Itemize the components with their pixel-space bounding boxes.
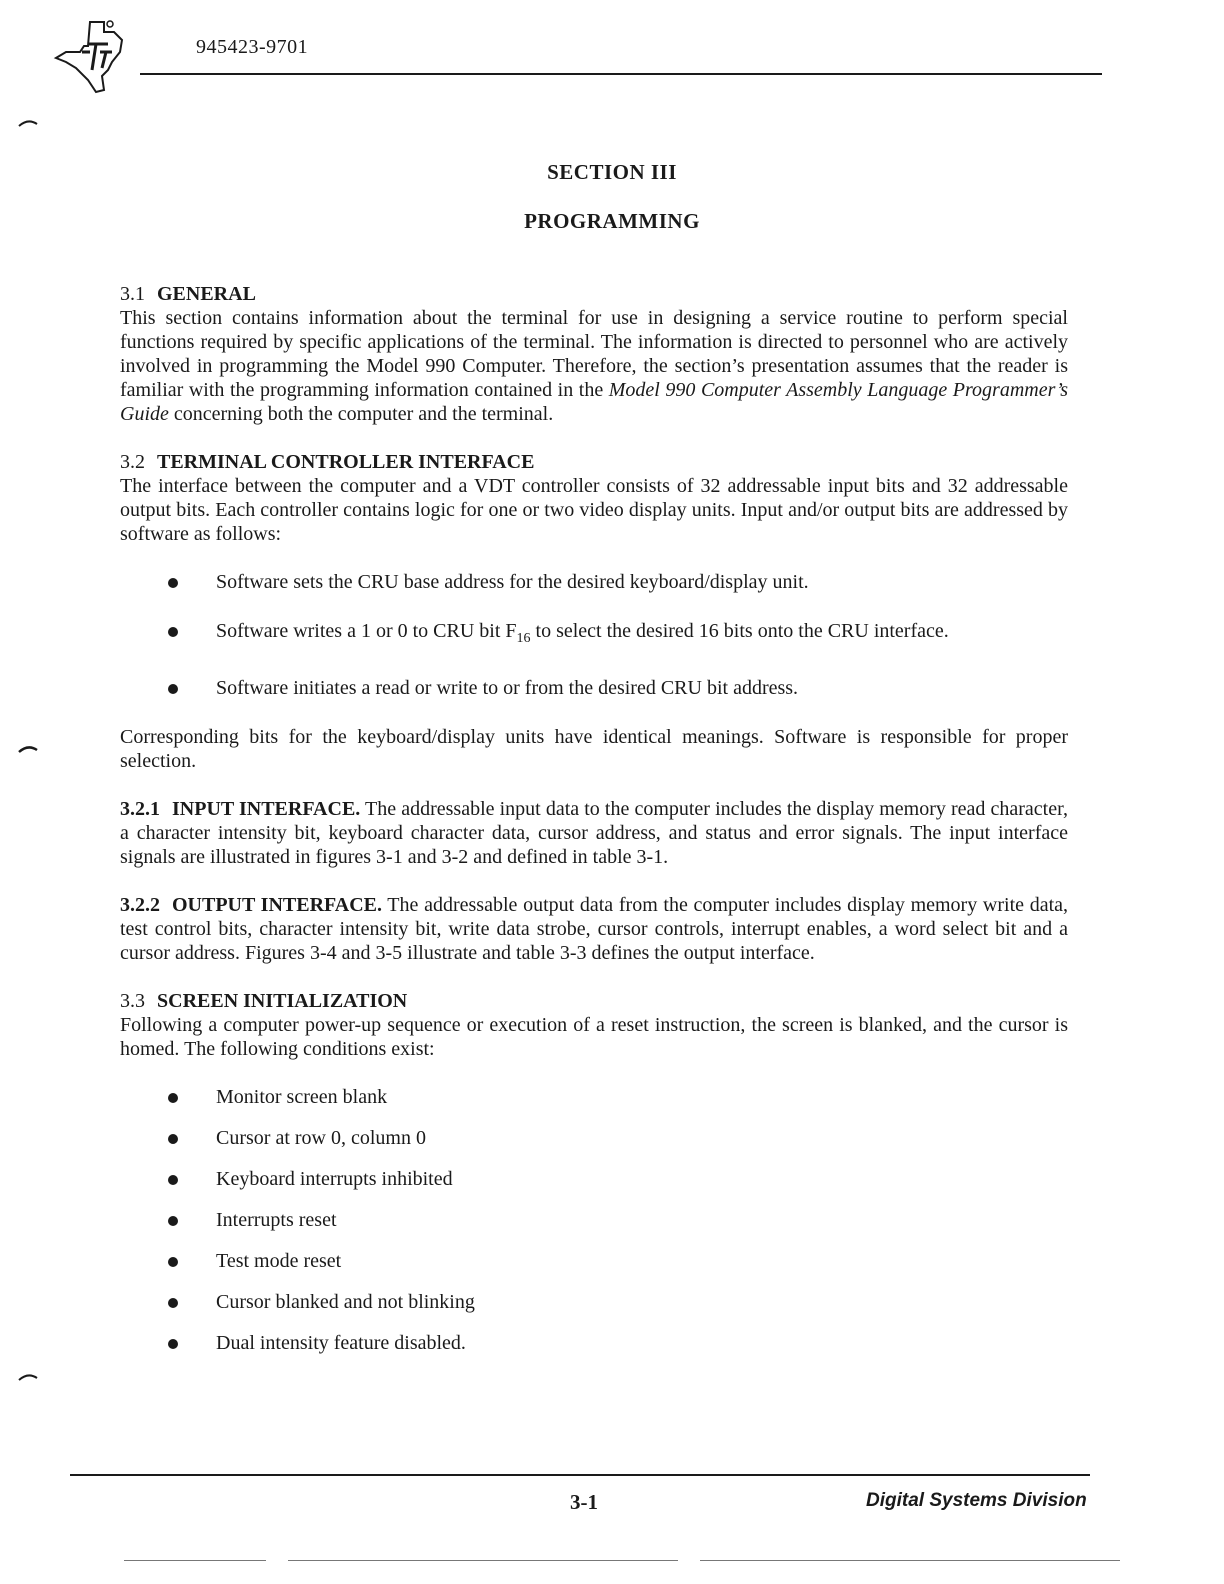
- list-item: Monitor screen blank: [120, 1085, 1068, 1109]
- list-item: Cursor at row 0, column 0: [120, 1126, 1068, 1150]
- paragraph-interface: The interface between the computer and a VDT controller consists of 32 addressable input bits and 32 addressable output bits. Each controller contains logic for one or two video display units. Input and/or output bits are addressed by software as follows:: [120, 475, 1068, 545]
- section-title: SECTION III: [547, 160, 677, 184]
- scan-edge-rule: [288, 1560, 678, 1561]
- bullet-icon: [168, 1339, 178, 1349]
- bullet-icon: [168, 1216, 178, 1226]
- initial-conditions-list: [120, 1085, 1068, 1355]
- list-item: Software sets the CRU base address for the desired keyboard/display unit.: [120, 570, 1068, 594]
- paragraph-corresponding-bits: Corresponding bits for the keyboard/display units have identical meanings. Software is responsible for proper selection.: [120, 726, 1068, 772]
- heading-3-3: 3.3 SCREEN INITIALIZATION: [120, 990, 408, 1012]
- paragraph-output-interface: 3.2.2 OUTPUT INTERFACE. The addressable output data from the computer includes display memory write data, test control bits, character intensity bit, write data strobe, cursor controls, interrupt enables, a word select bit and a cursor address. Figures 3-4 and 3-5 illustrate and table 3-3 defines the output interface.: [120, 894, 1068, 964]
- bullet-icon: [168, 1257, 178, 1267]
- list-item: Software writes a 1 or 0 to CRU bit $F_{16}$ to select the desired 16 bits onto the CRU interface.: [120, 619, 1068, 651]
- section-subtitle: PROGRAMMING: [524, 209, 700, 233]
- document-body: [120, 282, 1068, 1372]
- paragraph-input-interface: 3.2.1 INPUT INTERFACE. The addressable input data to the computer includes the display memory read character, a character intensity bit, keyboard character data, cursor address, and status and error signals. The input interface signals are illustrated in figures 3-1 and 3-2 and defined in table 3-1.: [120, 798, 1068, 868]
- division-name: Digital Systems Division: [866, 1490, 1087, 1511]
- bullet-icon: [168, 1134, 178, 1144]
- manual-title-reference: Model 990 Computer Assembly Language Programmer’s Guide: [120, 379, 1068, 425]
- list-item: Cursor blanked and not blinking: [120, 1290, 1068, 1314]
- scan-edge-rule: [124, 1560, 266, 1561]
- list-item: Keyboard interrupts inhibited: [120, 1167, 1068, 1191]
- footer-rule: [70, 1474, 1090, 1476]
- margin-mark: [18, 744, 38, 754]
- heading-3-2: 3.2 TERMINAL CONTROLLER INTERFACE: [120, 451, 535, 473]
- list-item: Dual intensity feature disabled.: [120, 1331, 1068, 1355]
- bullet-icon: [168, 684, 178, 694]
- page-number: 3-1: [570, 1490, 598, 1514]
- margin-mark: [18, 118, 38, 128]
- bullet-icon: [168, 1175, 178, 1185]
- paragraph-general: This section contains information about the terminal for use in designing a service routine to perform special functions required by specific applications of the terminal. The information is directed to personnel who are actively involved in programming the Model 990 Computer. Therefore, the section’s presentation assumes that the reader is familiar with the programming information contained in the Model 990 Computer Assembly Language Programmer’s Guide concerning both the computer and the terminal.: [120, 307, 1068, 425]
- list-item: Interrupts reset: [120, 1208, 1068, 1232]
- bullet-icon: [168, 1093, 178, 1103]
- margin-mark: [18, 1372, 38, 1382]
- addressing-steps-list: [120, 570, 1068, 700]
- bullet-icon: [168, 627, 178, 637]
- bullet-icon: [168, 578, 178, 588]
- paragraph-screen-init: Following a computer power-up sequence or execution of a reset instruction, the screen is blanked, and the cursor is homed. The following conditions exist:: [120, 1014, 1068, 1060]
- document-number: 945423-9701: [196, 36, 309, 58]
- header-rule: [140, 73, 1102, 75]
- list-item: Software initiates a read or write to or from the desired CRU bit address.: [120, 676, 1068, 700]
- bullet-icon: [168, 1298, 178, 1308]
- texas-instruments-logo-icon: [52, 18, 138, 98]
- scan-edge-rule: [700, 1560, 1120, 1561]
- list-item: Test mode reset: [120, 1249, 1068, 1273]
- heading-3-1: 3.1 GENERAL: [120, 283, 256, 305]
